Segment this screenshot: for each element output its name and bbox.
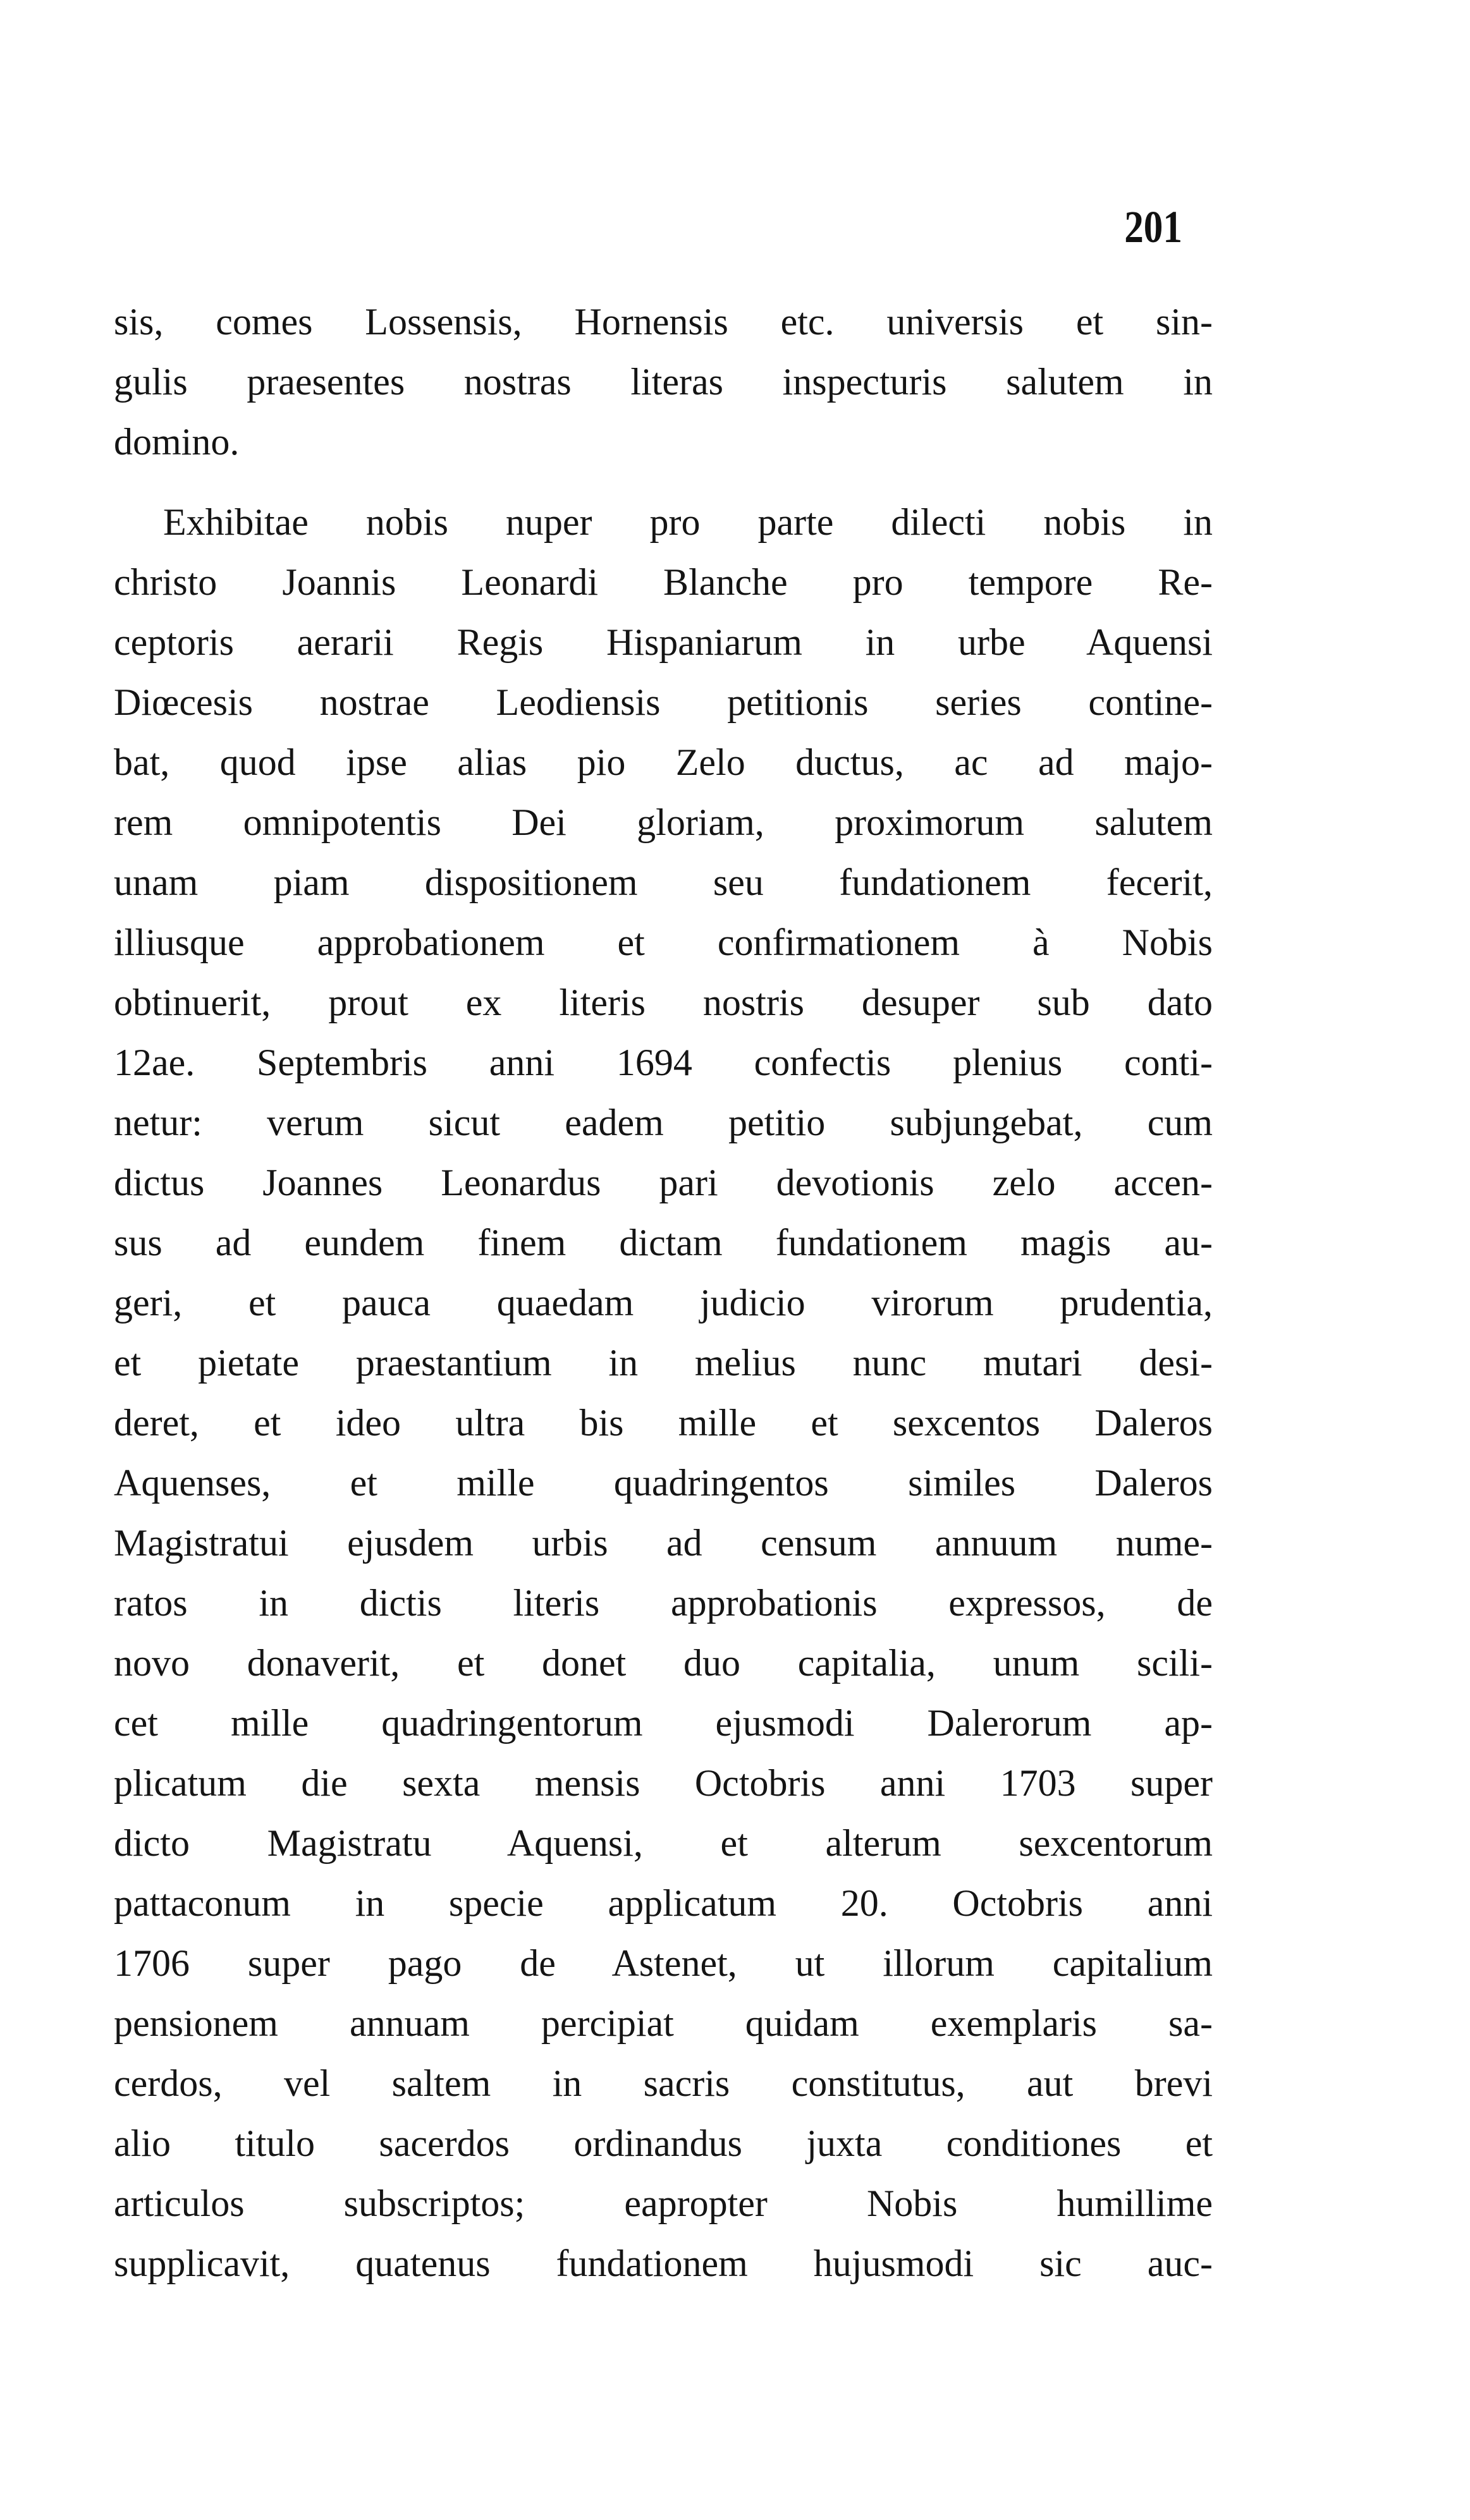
text-line: unam piam dispositionem seu fundationem fecerit, [114,861,1213,903]
text-line: gulis praesentes nostras literas inspecturis salutem in [114,361,1213,403]
text-line: domino. [114,421,240,463]
text-line: supplicavit, quatenus fundationem hujusmodi sic auc- [114,2243,1213,2284]
text-line: 1706 super pago de Astenet, ut illorum capitalium [114,1942,1213,1984]
text-line: netur: verum sicut eadem petitio subjungebat, cum [114,1102,1213,1143]
text-line: ceptoris aerarii Regis Hispaniarum in urbe Aquensi [114,621,1213,663]
text-line: Magistratui ejusdem urbis ad censum annuum nume- [114,1522,1213,1564]
paragraph-gap [114,472,1213,492]
page-number: 201 [1124,202,1182,252]
paragraph-2 [114,492,1213,2294]
text-line: obtinuerit, prout ex literis nostris desuper sub dato [114,982,1213,1023]
text-line: dicto Magistratu Aquensi, et alterum sexcentorum [114,1822,1213,1864]
text-line: articulos subscriptos; eapropter Nobis humillime [114,2182,1213,2224]
text-line: sus ad eundem finem dictam fundationem magis au- [114,1222,1213,1263]
text-line: pattaconum in specie applicatum 20. Octobris anni [114,1882,1213,1924]
text-line: plicatum die sexta mensis Octobris anni 1703 super [114,1762,1213,1804]
text-line: illiusque approbationem et confirmationem à Nobis [114,922,1213,963]
text-line: pensionem annuam percipiat quidam exemplaris sa- [114,2002,1213,2044]
text-line: Diœcesis nostrae Leodiensis petitionis series contine- [114,681,1213,723]
text-line: deret, et ideo ultra bis mille et sexcentos Daleros [114,1402,1213,1444]
text-line: Aquenses, et mille quadringentos similes Daleros [114,1462,1213,1504]
text-line: rem omnipotentis Dei gloriam, proximorum salutem [114,801,1213,843]
paragraph-1 [114,292,1213,472]
text-line: geri, et pauca quaedam judicio virorum prudentia, [114,1282,1213,1324]
text-line: Exhibitae nobis nuper pro parte dilecti nobis in [163,501,1213,543]
text-line: dictus Joannes Leonardus pari devotionis zelo accen- [114,1162,1213,1203]
text-line: cet mille quadringentorum ejusmodi Dalerorum ap- [114,1702,1213,1744]
text-line: cerdos, vel saltem in sacris constitutus, aut brevi [114,2062,1213,2104]
text-line: bat, quod ipse alias pio Zelo ductus, ac ad majo- [114,741,1213,783]
text-line: ratos in dictis literis approbationis expressos, de [114,1582,1213,1624]
text-line: sis, comes Lossensis, Hornensis etc. universis et sin- [114,301,1213,343]
body-text [114,292,1213,2294]
text-line: christo Joannis Leonardi Blanche pro tempore Re- [114,561,1213,603]
text-line: alio titulo sacerdos ordinandus juxta conditiones et [114,2122,1213,2164]
text-line: novo donaverit, et donet duo capitalia, unum scili- [114,1642,1213,1684]
text-line: et pietate praestantium in melius nunc mutari desi- [114,1342,1213,1384]
text-line: 12ae. Septembris anni 1694 confectis plenius conti- [114,1042,1213,1083]
